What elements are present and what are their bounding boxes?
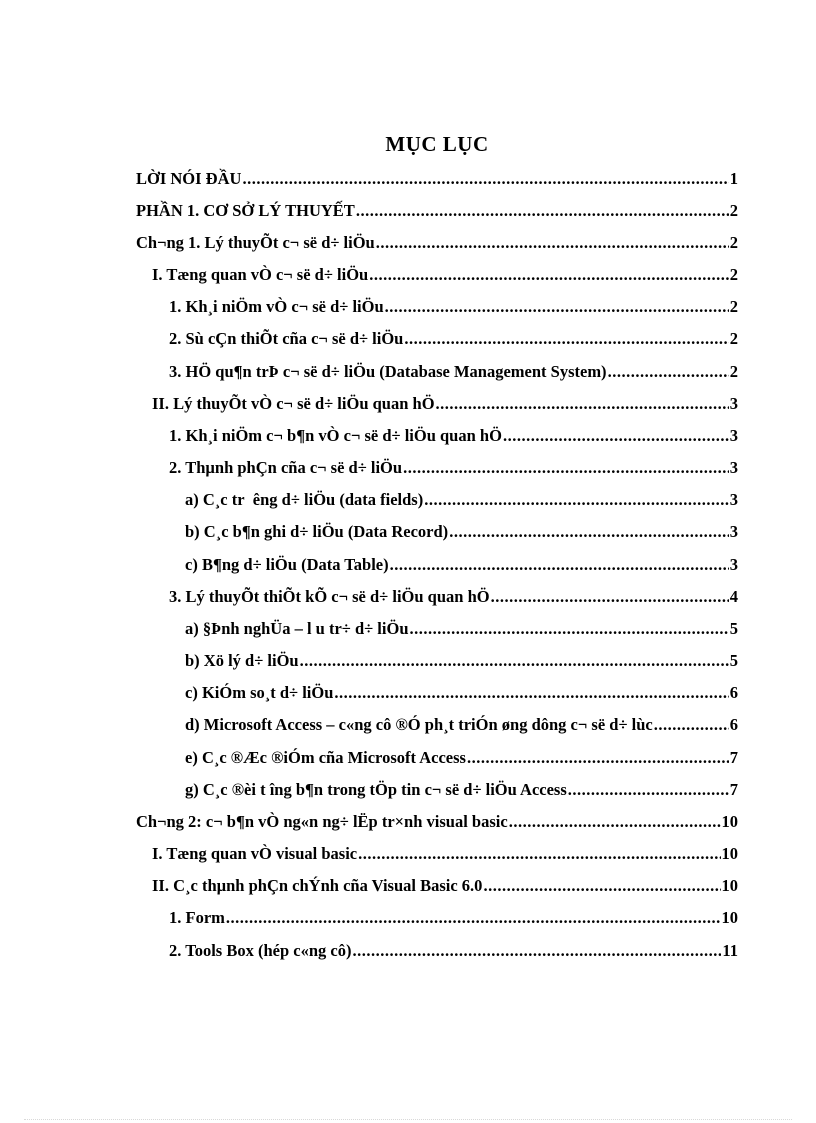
- toc-entry[interactable]: [169, 362, 738, 384]
- toc-leader-dots: [509, 812, 721, 832]
- toc-page-number: 2: [729, 329, 738, 348]
- toc-entry[interactable]: [185, 522, 738, 544]
- toc-leader-dots: [404, 329, 728, 349]
- toc-entry[interactable]: [185, 780, 738, 802]
- toc-page-number: 10: [721, 844, 738, 863]
- toc-entry-text: b) Xö lý d÷ liÖu: [185, 651, 299, 670]
- toc-entry[interactable]: [169, 329, 738, 351]
- toc-entry[interactable]: [185, 555, 738, 577]
- toc-entry-text: d) Microsoft Access – c«ng cô ®Ó ph¸t triÓn øng dông c¬ së d÷ lùc: [185, 715, 653, 734]
- toc-page-number: 6: [729, 715, 738, 734]
- toc-entry[interactable]: [169, 297, 738, 319]
- toc-page-number: 2: [729, 201, 738, 220]
- toc-page-number: 1: [729, 169, 738, 188]
- toc-entry-text: c) B¶ng d÷ liÖu (Data Table): [185, 555, 389, 574]
- toc-entry[interactable]: [185, 490, 738, 512]
- toc-page-number: 3: [729, 458, 738, 477]
- toc-entry[interactable]: [152, 876, 738, 898]
- toc-leader-dots: [424, 490, 729, 510]
- toc-entry[interactable]: [185, 748, 738, 770]
- toc-entry-text: e) C¸c ®Æc ®iÓm cña Microsoft Access: [185, 748, 466, 767]
- toc-entry[interactable]: [185, 683, 738, 705]
- toc-page-number: 11: [722, 941, 738, 960]
- toc-entry-text: a) §Þnh nghÜa – l u tr÷ d÷ liÖu: [185, 619, 409, 638]
- toc-leader-dots: [369, 265, 729, 285]
- toc-entry-text: 3. HÖ qu¶n trÞ c¬ së d÷ liÖu (Database Management System): [169, 362, 607, 381]
- toc-entry-text: II. Lý thuyÕt vÒ c¬ së d÷ liÖu quan hÖ: [152, 394, 435, 413]
- toc-entry[interactable]: [185, 619, 738, 641]
- toc-entry-text: II. C¸c thµnh phÇn chÝnh cña Visual Basic 6.0: [152, 876, 483, 895]
- toc-leader-dots: [390, 555, 729, 575]
- toc-leader-dots: [467, 748, 729, 768]
- toc-page-number: 7: [729, 748, 738, 767]
- toc-leader-dots: [491, 587, 729, 607]
- toc-page-number: 3: [729, 522, 738, 541]
- toc-leader-dots: [410, 619, 729, 639]
- toc-entry-text: a) C¸c tr êng d÷ liÖu (data fields): [185, 490, 424, 509]
- toc-entry-text: 3. Lý thuyÕt thiÕt kÕ c¬ së d÷ liÖu quan hÖ: [169, 587, 490, 606]
- toc-page-number: 10: [721, 908, 738, 927]
- toc-leader-dots: [242, 169, 728, 189]
- toc-leader-dots: [568, 780, 729, 800]
- toc-page-number: 3: [729, 394, 738, 413]
- toc-entry-text: c) KiÓm so¸t d÷ liÖu: [185, 683, 334, 702]
- toc-page-number: 2: [729, 233, 738, 252]
- toc-page-number: 2: [729, 362, 738, 381]
- toc-entry[interactable]: [169, 908, 738, 930]
- toc-entry-text: b) C¸c b¶n ghi d÷ liÖu (Data Record): [185, 522, 449, 541]
- toc-entry-text: PHẦN 1. CƠ SỞ LÝ THUYẾT: [136, 201, 355, 220]
- toc-leader-dots: [503, 426, 729, 446]
- toc-entry-text: Ch¬ng 1. Lý thuyÕt c¬ së d÷ liÖu: [136, 233, 375, 252]
- toc-page-number: 2: [729, 297, 738, 316]
- toc-entry[interactable]: [136, 201, 738, 223]
- toc-entry-text: LỜI NÓI ĐẦU: [136, 169, 242, 188]
- page-title: MỤC LỤC: [385, 132, 489, 156]
- toc-leader-dots: [403, 458, 729, 478]
- toc-leader-dots: [436, 394, 729, 414]
- toc-leader-dots: [376, 233, 729, 253]
- toc-entry[interactable]: [185, 715, 738, 737]
- toc-leader-dots: [352, 941, 721, 961]
- toc-entry-text: 2. Tools Box (hép c«ng cô): [169, 941, 352, 960]
- toc-page-number: 6: [729, 683, 738, 702]
- toc-page-number: 3: [729, 426, 738, 445]
- toc-entry-text: 1. Form: [169, 908, 225, 927]
- toc-entry[interactable]: [185, 651, 738, 673]
- toc-entry[interactable]: [136, 169, 738, 191]
- toc-entry-text: Ch¬ng 2: c¬ b¶n vÒ ng«n ng÷ lËp tr×nh visual basic: [136, 812, 508, 831]
- toc-leader-dots: [226, 908, 721, 928]
- toc-page-number: 5: [729, 619, 738, 638]
- toc-entry-text: 1. Kh¸i niÖm c¬ b¶n vÒ c¬ së d÷ liÖu quan hÖ: [169, 426, 502, 445]
- toc-leader-dots: [385, 297, 729, 317]
- toc-leader-dots: [334, 683, 728, 703]
- toc-entry[interactable]: [152, 265, 738, 287]
- toc-entry-text: I. Tæng quan vÒ c¬ së d÷ liÖu: [152, 265, 369, 284]
- toc-leader-dots: [483, 876, 720, 896]
- toc-leader-dots: [356, 201, 729, 221]
- toc-entry[interactable]: [169, 941, 738, 963]
- toc-page-number: 3: [729, 490, 738, 509]
- toc-entry[interactable]: [136, 812, 738, 834]
- toc-entry[interactable]: [152, 394, 738, 416]
- toc-entry-text: g) C¸c ®èi t îng b¶n trong tÖp tin c¬ së d÷ liÖu Access: [185, 780, 567, 799]
- toc-entry-text: 2. Thµnh phÇn cña c¬ së d÷ liÖu: [169, 458, 403, 477]
- toc-entry-text: 1. Kh¸i niÖm vÒ c¬ së d÷ liÖu: [169, 297, 384, 316]
- toc-entry[interactable]: [136, 233, 738, 255]
- toc-entry[interactable]: [169, 458, 738, 480]
- toc-entry[interactable]: [152, 844, 738, 866]
- toc-entry[interactable]: [169, 426, 738, 448]
- toc-page-number: 2: [729, 265, 738, 284]
- toc-leader-dots: [449, 522, 729, 542]
- toc-leader-dots: [654, 715, 729, 735]
- toc-leader-dots: [300, 651, 729, 671]
- toc-entry-text: I. Tæng quan vÒ visual basic: [152, 844, 358, 863]
- toc-entry-text: 2. Sù cÇn thiÕt cña c¬ së d÷ liÖu: [169, 329, 404, 348]
- toc-page-number: 10: [721, 876, 738, 895]
- toc-leader-dots: [608, 362, 729, 382]
- toc-page-number: 4: [729, 587, 738, 606]
- page-bottom-divider: [24, 1119, 792, 1120]
- toc-leader-dots: [358, 844, 720, 864]
- toc-page-number: 3: [729, 555, 738, 574]
- toc-entry[interactable]: [169, 587, 738, 609]
- toc-page-number: 5: [729, 651, 738, 670]
- toc-page-number: 7: [729, 780, 738, 799]
- toc-page-number: 10: [721, 812, 738, 831]
